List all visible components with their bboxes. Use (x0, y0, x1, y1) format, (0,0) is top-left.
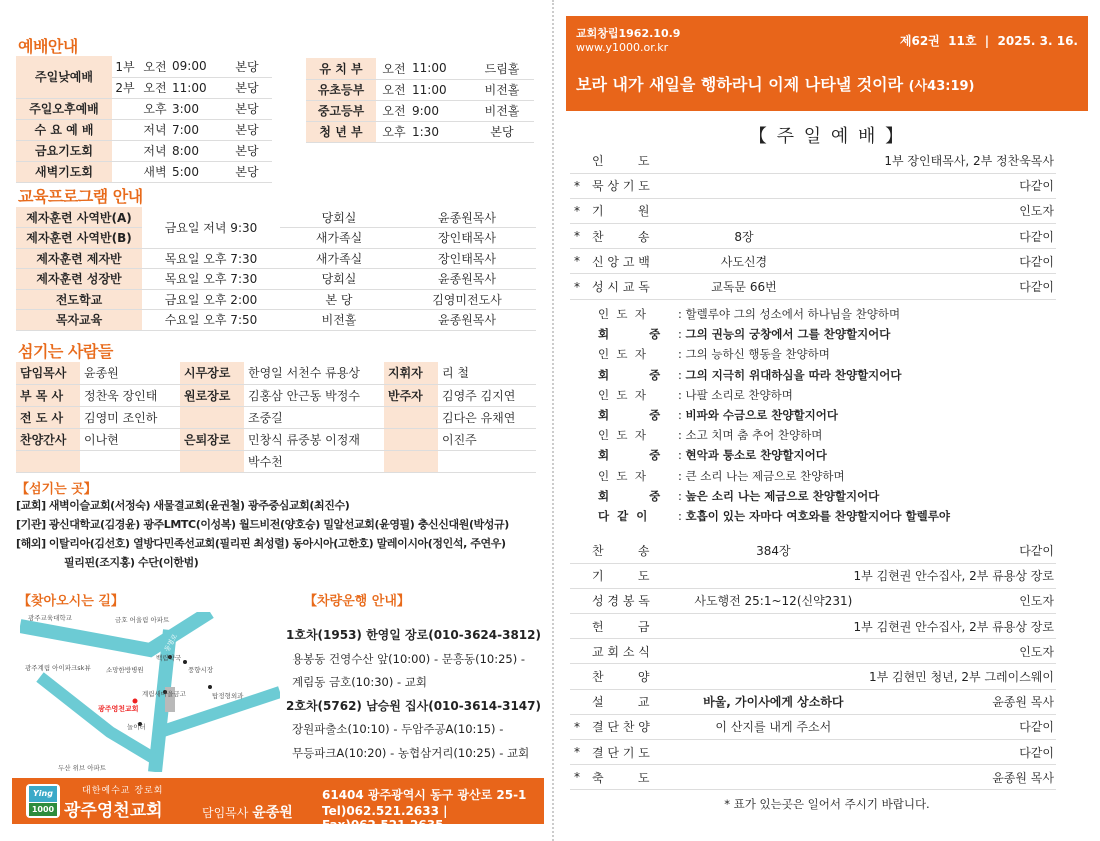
worship-table-left (16, 56, 272, 183)
program-leader: 윤종원목사 (398, 310, 536, 331)
table-row (16, 310, 536, 331)
program-leader: 윤종원목사 (398, 269, 536, 290)
worship-ampm: 오전 (138, 56, 172, 77)
worship-title: 예배안내 (18, 37, 78, 56)
servant-label: 시무장로 (180, 362, 244, 384)
worship-label: 주일낮예배 (16, 56, 112, 98)
program-time: 금요일 오후 2:00 (142, 289, 280, 310)
worship-part: 1부 (112, 56, 138, 77)
reading-speaker: 회 중 (598, 367, 661, 382)
reading-colon: : (678, 468, 686, 483)
reading-colon: : (678, 307, 686, 321)
map-label: 풍향시장 (188, 666, 214, 674)
reading-line (598, 466, 1058, 486)
service-row (570, 714, 1056, 739)
map-label: 계림새마을금고 (142, 690, 186, 698)
standing-mark (570, 588, 584, 613)
servant-names: 한영일 서천수 류용상 (244, 362, 384, 384)
education-title: 교육프로그램 안내 (18, 187, 143, 206)
worship-label: 금요기도회 (16, 140, 112, 161)
program-place: 비전홀 (280, 310, 398, 331)
service-item-detail (694, 639, 853, 664)
reading-speaker: 회 중 (598, 327, 661, 342)
worship-ampm: 오전 (376, 79, 412, 100)
website: www.y1000.or.kr (576, 41, 669, 54)
pastor-name: 윤종원 (252, 805, 293, 821)
reading-line (598, 445, 1058, 465)
reading-line (598, 425, 1058, 445)
worship-label: 유 치 부 (306, 58, 376, 79)
reading-line (598, 324, 1058, 344)
service-item-leader: 인도자 (853, 588, 1056, 613)
reading-speaker: 인 도 자 (598, 387, 646, 402)
reading-text: 큰 소리 나는 제금으로 찬양하며 (685, 468, 845, 483)
map-label: 금호 어울림 아파트 (115, 616, 170, 624)
worship-part (112, 140, 138, 161)
program-label: 제자훈련 사역반(A) (16, 207, 142, 228)
worship-ampm: 오후 (138, 98, 172, 119)
verse-ref: (사43:19) (908, 79, 975, 94)
service-order-bottom (570, 538, 1056, 790)
servant-label: 원로장로 (180, 384, 244, 406)
bulletin-header (566, 16, 1088, 111)
worship-part: 2부 (112, 77, 138, 98)
servant-label: 찬양간사 (16, 428, 80, 450)
table-row (306, 58, 534, 79)
places-line: 광신대학교(김경윤) 광주LMTC(이성복) 월드비전(양호승) 밀알선교회(윤영필) 충신신대원(박성규) (48, 518, 509, 531)
servant-names: 이진주 (438, 428, 536, 450)
service-row (570, 740, 1056, 765)
directions-title: 【찾아오시는 길】 (18, 594, 124, 609)
service-item-detail: 교독문 66번 (694, 274, 794, 299)
program-time: 목요일 오후 7:30 (142, 248, 280, 269)
pastor-label: 담임목사 (202, 806, 249, 820)
map-label: 탑정형외과 (212, 692, 244, 700)
service-item-detail: 바울, 가이사에게 상소하다 (694, 689, 853, 714)
service-item-leader: 다같이 (794, 274, 1056, 299)
reading-text: 그의 능하신 행동을 찬양하며 (685, 347, 830, 362)
service-item-leader: 다같이 (853, 538, 1056, 563)
reading-colon: : (678, 488, 686, 503)
reading-text: 높은 소리 나는 제금으로 찬양할지어다 (685, 488, 880, 503)
map-dot (183, 660, 187, 664)
worship-place: 비전홀 (470, 100, 534, 121)
reading-text: 현악과 퉁소로 찬양할지어다 (685, 448, 827, 463)
table-row (16, 207, 536, 228)
program-place: 새가족실 (280, 248, 398, 269)
table-row (306, 100, 534, 121)
places-tag: [교회] (16, 499, 46, 512)
bus-route: 용봉동 건영수산 앞(10:00) - 문흥동(10:25) - (292, 651, 526, 666)
map-label: 동명로 (162, 632, 180, 653)
service-item-detail (694, 765, 853, 790)
worship-time: 3:00 (172, 98, 222, 119)
responsive-reading (598, 304, 1058, 526)
service-item-detail: 이 산지를 내게 주소서 (694, 714, 853, 739)
service-row (570, 198, 1056, 223)
table-row (16, 140, 272, 161)
service-item-name: 인 도 (584, 148, 694, 173)
service-item-name: 성 경 봉 독 (584, 588, 694, 613)
program-place: 새가족실 (280, 228, 398, 249)
worship-table-right (306, 58, 534, 143)
program-time: 목요일 오후 7:30 (142, 269, 280, 290)
worship-time: 11:00 (172, 77, 222, 98)
service-row (570, 664, 1056, 689)
program-label: 전도학교 (16, 289, 142, 310)
table-row (16, 56, 272, 77)
service-row (570, 173, 1056, 198)
table-row (16, 248, 536, 269)
worship-place: 본당 (222, 119, 272, 140)
service-item-name: 찬 송 (584, 538, 694, 563)
service-item-name: 찬 양 (584, 664, 694, 689)
servant-label: 지휘자 (384, 362, 438, 384)
worship-time: 11:00 (412, 79, 470, 100)
standing-mark: * (570, 173, 584, 198)
standing-mark: * (570, 740, 584, 765)
worship-part (112, 98, 138, 119)
service-row (570, 224, 1056, 249)
standing-mark: * (570, 198, 584, 223)
reading-speaker: 인 도 자 (598, 428, 646, 443)
reading-colon: : (678, 327, 686, 342)
service-item-leader: 다같이 (794, 249, 1056, 274)
reading-text: 소고 치며 춤 추어 찬양하며 (685, 428, 823, 443)
map-label: 광주영천교회 (98, 705, 139, 713)
reading-speaker: 인 도 자 (598, 468, 646, 483)
service-item-detail (694, 563, 853, 588)
logo-top: Ying (29, 786, 57, 802)
worship-ampm: 오전 (138, 77, 172, 98)
servant-names: 이나현 (80, 428, 180, 450)
denomination: 대한예수교 장로회 (82, 786, 164, 796)
footer (12, 778, 544, 832)
service-item-name: 신 앙 고 백 (584, 249, 694, 274)
service-row (570, 563, 1056, 588)
reading-text: 비파와 수금으로 찬양할지어다 (685, 407, 838, 422)
map-label: 소망한방병원 (106, 666, 144, 674)
servant-label: 부 목 사 (16, 384, 80, 406)
standing-mark (570, 538, 584, 563)
standing-mark: * (570, 224, 584, 249)
directions-map (20, 612, 280, 772)
service-row (570, 148, 1056, 173)
reading-line (598, 405, 1058, 425)
bus-route: 계림동 금호(10:30) - 교회 (292, 675, 427, 689)
standing-mark: * (570, 714, 584, 739)
reading-speaker: 회 중 (598, 488, 661, 503)
service-row (570, 614, 1056, 639)
program-leader: 장인태목사 (398, 228, 536, 249)
service-item-leader: 인도자 (853, 639, 1056, 664)
program-label: 제자훈련 제자반 (16, 248, 142, 269)
reading-colon: : (678, 407, 686, 422)
reading-text: 나팔 소리로 찬양하며 (685, 387, 793, 402)
service-item-name: 기 원 (584, 198, 694, 223)
worship-place: 본당 (222, 140, 272, 161)
address: 61404 광주광역시 동구 광산로 25-1 (322, 788, 527, 802)
reading-speaker: 인 도 자 (598, 347, 646, 362)
reading-speaker: 다 같 이 (598, 508, 648, 523)
service-item-leader: 윤종원 목사 (853, 689, 1056, 714)
reading-colon: : (678, 387, 686, 402)
places-title: 【섬기는 곳】 (16, 482, 97, 497)
standing-mark (570, 614, 584, 639)
service-item-detail (694, 198, 794, 223)
service-item-name: 성 시 교 독 (584, 274, 694, 299)
map-label: 광주교육대학교 (28, 614, 72, 622)
service-item-detail (694, 664, 853, 689)
standing-note: * 표가 있는곳은 일어서 주시기 바랍니다. (724, 797, 930, 811)
worship-ampm: 새벽 (138, 161, 172, 182)
worship-time: 8:00 (172, 140, 222, 161)
service-item-leader: 다같이 (853, 740, 1056, 765)
worship-label: 청 년 부 (306, 121, 376, 142)
program-leader: 김영미전도사 (398, 289, 536, 310)
worship-part (112, 161, 138, 182)
church-marker (133, 699, 138, 704)
worship-label: 중고등부 (306, 100, 376, 121)
worship-place: 비전홀 (470, 79, 534, 100)
service-item-name: 찬 송 (584, 224, 694, 249)
reading-colon: : (678, 508, 686, 523)
worship-label: 유초등부 (306, 79, 376, 100)
standing-mark (570, 148, 584, 173)
bus-title: 【차량운행 안내】 (304, 594, 410, 609)
service-item-leader: 1부 장인태목사, 2부 정찬욱목사 (794, 148, 1056, 173)
worship-ampm: 오전 (376, 58, 412, 79)
program-place: 당회실 (280, 269, 398, 290)
service-item-name: 헌 금 (584, 614, 694, 639)
places-list (16, 496, 544, 572)
reading-text: 그의 권능의 궁창에서 그를 찬양할지어다 (685, 327, 891, 342)
fold-divider (552, 0, 554, 841)
worship-time: 11:00 (412, 58, 470, 79)
servant-names: 박수천 (244, 450, 384, 472)
places-line: 새벽이슬교회(서정숙) 새물결교회(윤권철) 광주중심교회(최진수) (48, 499, 350, 512)
service-item-detail (694, 614, 853, 639)
servants-title: 섬기는 사람들 (18, 342, 113, 361)
worship-label: 수 요 예 배 (16, 119, 112, 140)
service-item-name: 결 단 기 도 (584, 740, 694, 765)
table-row (16, 161, 272, 182)
table-row (16, 98, 272, 119)
reading-colon: : (678, 367, 686, 382)
service-item-name: 결 단 찬 양 (584, 714, 694, 739)
service-item-leader: 1부 김현민 청년, 2부 그레이스웨이 (853, 664, 1056, 689)
service-item-name: 기 도 (584, 563, 694, 588)
reading-colon: : (678, 428, 686, 443)
service-item-name: 축 도 (584, 765, 694, 790)
reading-line (598, 385, 1058, 405)
service-item-name: 묵 상 기 도 (584, 173, 694, 198)
table-row (16, 269, 536, 290)
program-leader: 장인태목사 (398, 248, 536, 269)
bus-car: 2호차(5762) 남승원 집사(010-3614-3147) (286, 698, 541, 713)
servant-names: 김다은 유채연 (438, 406, 536, 428)
service-item-detail (694, 740, 853, 765)
church-logo (26, 784, 60, 818)
worship-ampm: 저녁 (138, 119, 172, 140)
servant-names: 김영미 조인하 (80, 406, 180, 428)
service-item-detail (694, 148, 794, 173)
servant-label: 반주자 (384, 384, 438, 406)
service-item-leader: 다같이 (794, 224, 1056, 249)
standing-mark: * (570, 274, 584, 299)
reading-line (598, 506, 1058, 526)
logo-bottom: 1000 (29, 803, 57, 816)
worship-part (112, 119, 138, 140)
servant-names: 민창식 류중봉 이정재 (244, 428, 384, 450)
map-label: 두암지구입구 (230, 714, 266, 732)
table-row (306, 79, 534, 100)
table-row (306, 121, 534, 142)
table-row (16, 289, 536, 310)
map-dot (208, 685, 212, 689)
places-line: 이탈리아(김선호) 열방다민족선교회(필리핀 최성렬) 동아시아(고한호) 말레이시아(정인석, 주연우) (48, 537, 506, 550)
service-row (570, 249, 1056, 274)
service-item-name: 설 교 (584, 689, 694, 714)
theme-verse: 보라 내가 새일을 행하라니 이제 나타낼 것이라 (576, 75, 904, 94)
worship-ampm: 오후 (376, 121, 412, 142)
servant-names: 정찬욱 장인태 (80, 384, 180, 406)
worship-place: 본당 (470, 121, 534, 142)
worship-time: 7:00 (172, 119, 222, 140)
servant-names: 김영주 김지연 (438, 384, 536, 406)
service-order-top (570, 148, 1056, 300)
standing-mark (570, 689, 584, 714)
servant-label: 은퇴장로 (180, 428, 244, 450)
standing-mark: * (570, 765, 584, 790)
worship-ampm: 오전 (376, 100, 412, 121)
servant-names: 조중길 (244, 406, 384, 428)
program-place: 당회실 (280, 207, 398, 228)
service-item-leader: 인도자 (794, 198, 1056, 223)
reading-line (598, 304, 1058, 324)
reading-colon: : (678, 448, 686, 463)
service-item-leader: 1부 김현권 안수집사, 2부 류용상 장로 (853, 614, 1056, 639)
reading-text: 그의 지극히 위대하심을 따라 찬양할지어다 (685, 367, 902, 382)
worship-place: 본당 (222, 98, 272, 119)
service-row (570, 765, 1056, 790)
standing-mark (570, 563, 584, 588)
program-leader: 윤종원목사 (398, 207, 536, 228)
worship-label: 새벽기도회 (16, 161, 112, 182)
servant-names: 김홍삼 안근동 박정수 (244, 384, 384, 406)
service-row (570, 689, 1056, 714)
servant-label: 전 도 사 (16, 406, 80, 428)
service-item-detail: 8장 (694, 224, 794, 249)
worship-time: 9:00 (412, 100, 470, 121)
bus-info (286, 624, 544, 765)
service-item-name: 교 회 소 식 (584, 639, 694, 664)
standing-mark (570, 664, 584, 689)
places-tag: [해외] (16, 537, 46, 550)
worship-time: 09:00 (172, 56, 222, 77)
worship-place: 본당 (222, 161, 272, 182)
service-title: 【 주 일 예 배 】 (748, 126, 906, 147)
worship-place: 드림홀 (470, 58, 534, 79)
worship-place: 본당 (222, 56, 272, 77)
service-item-leader: 다같이 (853, 714, 1056, 739)
program-time: 수요일 오후 7:50 (142, 310, 280, 331)
service-row (570, 274, 1056, 299)
service-row (570, 639, 1056, 664)
service-item-leader: 윤종원 목사 (853, 765, 1056, 790)
places-tag: [기관] (16, 518, 46, 531)
service-item-detail: 사도행전 25:1~12(신약231) (694, 588, 853, 613)
bus-route: 무등파크A(10:20) - 농협삼거리(10:25) - 교회 (292, 745, 530, 760)
service-item-detail (694, 173, 794, 198)
standing-mark: * (570, 249, 584, 274)
map-label: 놀이터 (127, 723, 146, 731)
map-label: 백림약국 (156, 654, 182, 662)
worship-time: 1:30 (412, 121, 470, 142)
education-table (16, 207, 536, 331)
reading-speaker: 인 도 자 (598, 307, 646, 321)
bus-route: 장원파출소(10:10) - 두암주공A(10:15) - (292, 722, 504, 736)
servants-table (16, 362, 536, 473)
worship-ampm: 저녁 (138, 140, 172, 161)
program-label: 제자훈련 성장반 (16, 269, 142, 290)
program-label: 목자교육 (16, 310, 142, 331)
church-name: 광주영천교회 (64, 801, 163, 821)
servant-label: 담임목사 (16, 362, 80, 384)
reading-speaker: 회 중 (598, 448, 661, 463)
reading-colon: : (678, 347, 686, 362)
service-item-leader: 다같이 (794, 173, 1056, 198)
program-label: 제자훈련 사역반(B) (16, 228, 142, 249)
reading-line (598, 365, 1058, 385)
reading-text: 할렐루야 그의 성소에서 하나님을 찬양하며 (685, 307, 901, 321)
worship-time: 5:00 (172, 161, 222, 182)
map-label: 광주계림 아이파크sk뷰 (25, 664, 91, 672)
worship-place: 본당 (222, 77, 272, 98)
worship-label: 주일오후예배 (16, 98, 112, 119)
program-time: 금요일 저녁 9:30 (142, 207, 280, 248)
reading-line (598, 344, 1058, 364)
service-item-detail: 사도신경 (694, 249, 794, 274)
service-item-leader: 1부 김현권 안수집사, 2부 류용상 장로 (853, 563, 1056, 588)
service-row (570, 588, 1056, 613)
bus-car: 1호차(1953) 한영일 장로(010-3624-3812) (286, 628, 541, 642)
standing-mark (570, 639, 584, 664)
table-row (16, 119, 272, 140)
service-row (570, 538, 1056, 563)
map-label: 두산 위브 아파트 (58, 764, 107, 772)
reading-text: 호흡이 있는 자마다 여호와를 찬양할지어다 할렐루야 (685, 508, 950, 523)
servant-names: 리 철 (438, 362, 536, 384)
issue-info: 제62권 11호 | 2025. 3. 16. (899, 34, 1078, 48)
program-place: 본 당 (280, 289, 398, 310)
reading-speaker: 회 중 (598, 407, 661, 422)
founded-date: 교회창립1962.10.9 (576, 27, 681, 40)
service-item-detail: 384장 (694, 538, 853, 563)
reading-line (598, 486, 1058, 506)
servant-names: 윤종원 (80, 362, 180, 384)
places-line: 필리핀(조지홍) 수단(이한범) (64, 556, 199, 569)
tel-fax: Tel)062.521.2633 | Fax)062.521.2635 (322, 804, 448, 832)
